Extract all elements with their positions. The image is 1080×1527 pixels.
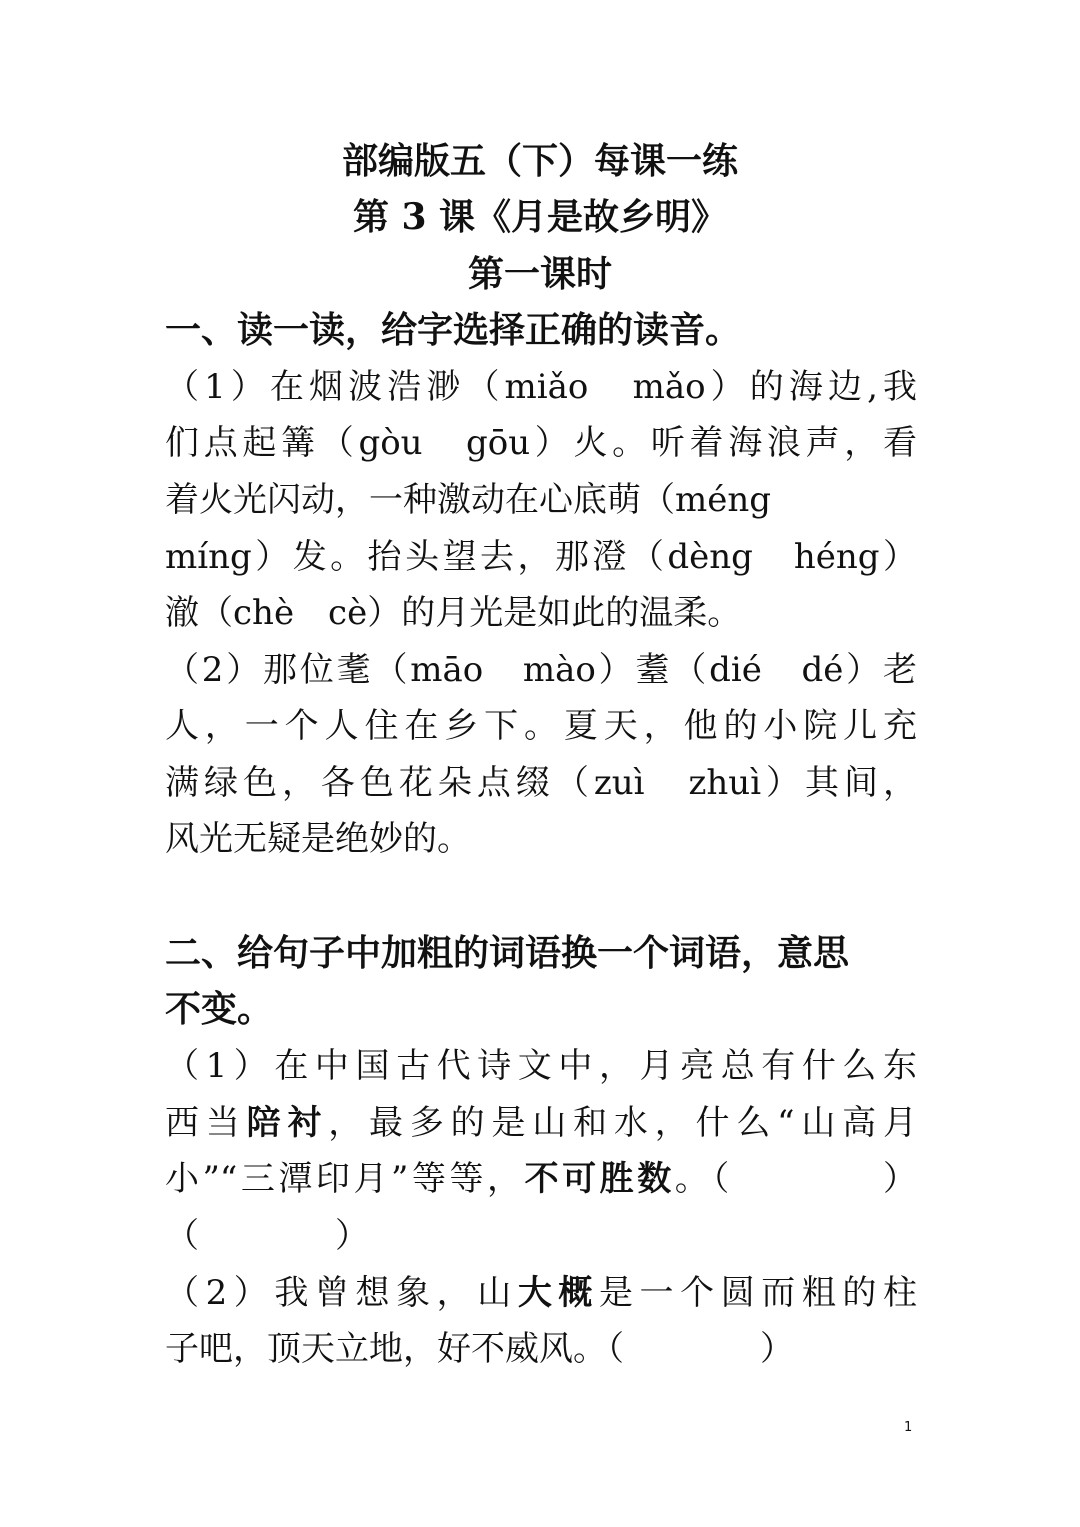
section1-line-2: 们点起篝（gòu gōu）火。听着海浪声，看 [165, 423, 917, 463]
section1-heading: 一、读一读，给字选择正确的读音。 [165, 309, 742, 351]
lesson-title: 第 3 课《月是故乡明》 [352, 196, 728, 238]
q2-line-1 [165, 1273, 917, 1313]
bold-word-dagai: 大概 [517, 1273, 599, 1313]
q1-line-3-post: 。（ ） [674, 1159, 918, 1199]
section1-line-1: （1）在烟波浩渺（miǎo mǎo）的海边,我 [165, 367, 917, 407]
section1-line-6: （2）那位耄（māo mào）耋（dié dé）老 [165, 650, 917, 690]
q2-line-1-pre: （2）我曾想象，山 [165, 1273, 518, 1313]
section1-line-8: 满绿色，各色花朵点缀（zuì zhuì）其间， [165, 763, 917, 803]
section1-line-4: míng）发。抬头望去，那澄（dèng héng） [165, 537, 917, 577]
q2-line-2: 子吧，顶天立地，好不威风。（ ） [165, 1329, 794, 1369]
bold-word-peichen: 陪衬 [246, 1103, 329, 1143]
section2-heading-line-1: 二、给句子中加粗的词语换一个词语，意思 [165, 932, 850, 974]
q1-line-3-pre: 小”“三潭印月”等等， [165, 1159, 525, 1199]
bold-word-bukeshengshu: 不可胜数 [524, 1159, 675, 1199]
q2-line-1-post: 是一个圆而粗的柱 [598, 1273, 917, 1313]
q1-line-1: （1）在中国古代诗文中，月亮总有什么东 [165, 1046, 917, 1086]
section1-line-5: 澈（chè cè）的月光是如此的温柔。 [165, 593, 742, 633]
section1-line-7: 人，一个人住在乡下。夏天，他的小院儿充 [165, 706, 917, 746]
q1-line-2-post: ，最多的是山和水，什么“山高月 [328, 1103, 917, 1143]
page-number: 1 [904, 1420, 913, 1435]
section1-line-9: 风光无疑是绝妙的。 [165, 819, 471, 859]
q1-line-2 [165, 1103, 917, 1143]
q1-line-3 [165, 1159, 918, 1199]
section1-line-3: 着火光闪动，一种激动在心底萌（méng [165, 480, 772, 520]
q1-line-2-pre: 西当 [165, 1103, 247, 1143]
document-title: 部编版五（下）每课一练 [341, 140, 738, 182]
period-title: 第一课时 [467, 253, 612, 295]
q1-answer-blank: （ ） [165, 1216, 369, 1256]
section2-heading-line-2: 不变。 [165, 988, 274, 1030]
